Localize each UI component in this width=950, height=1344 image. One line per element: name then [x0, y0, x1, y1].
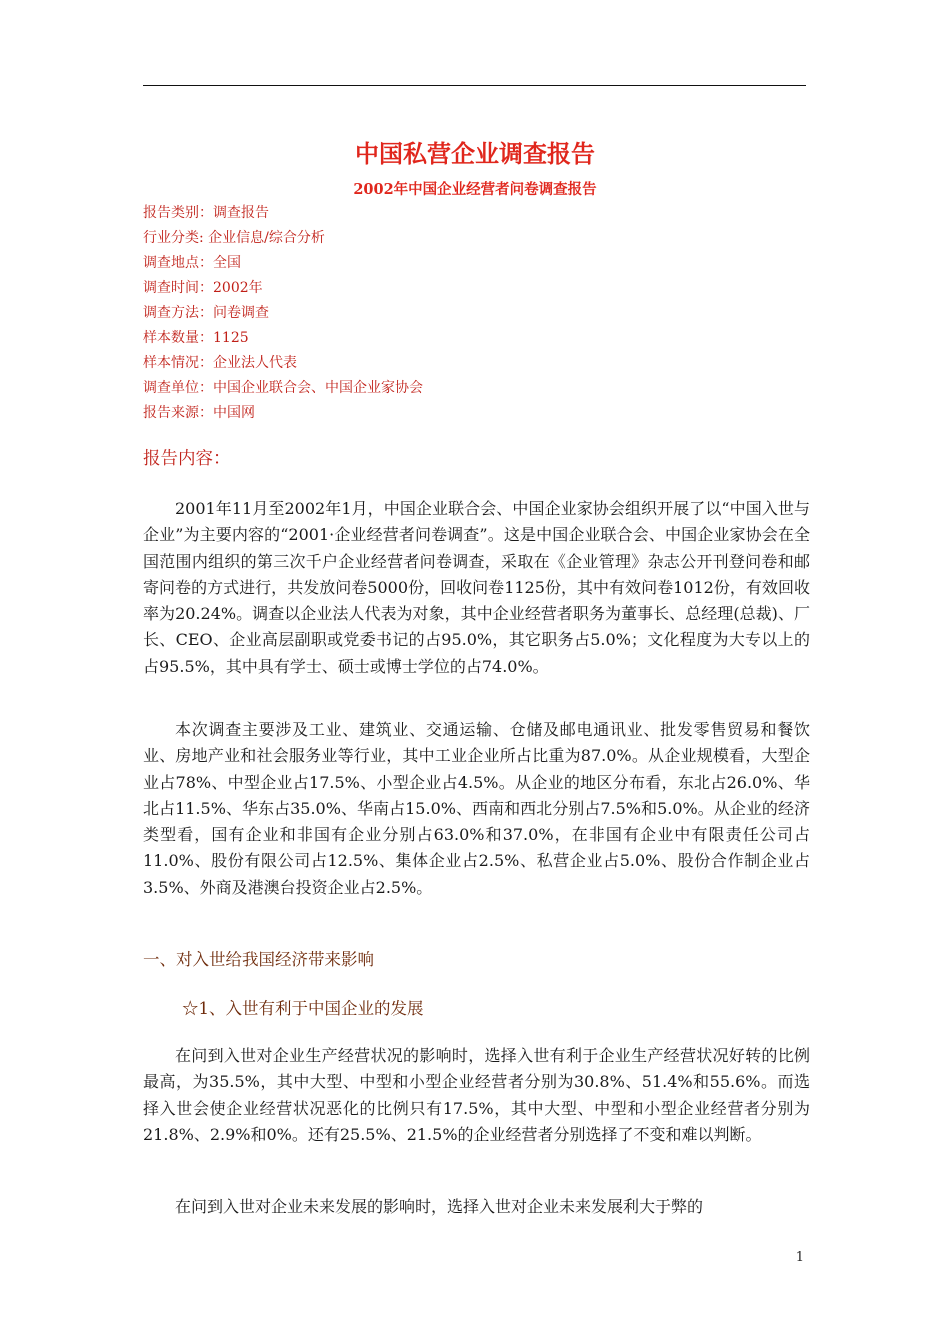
meta-sample-type: 样本情况：企业法人代表	[143, 355, 297, 371]
meta-method: 调查方法：问卷调查	[143, 305, 269, 321]
document-title: 中国私营企业调查报告	[355, 139, 595, 168]
paragraph-scope: 本次调查主要涉及工业、建筑业、交通运输、仓储及邮电通讯业、批发零售贸易和餐饮业、房地产业和社会服务业等行业，其中工业企业所占比重为87.0%。从企业规模看，大型企业占78%、中型企业占17.5%、小型企业占4.5%。从企业的地区分布看，东北占26.0%、华北占11.5%、华东占35.0%、华南占15.0%、西南和西北分别占7.5%和5.0%。从企业的经济类型看，国有企业和非国有企业分别占63.0%和37.0%，在非国有企业中有限责任公司占11.0%、股份有限公司占12.5%、集体企业占2.5%、私营企业占5.0%、股份合作制企业占3.5%、外商及港澳台投资企业占2.5%。	[143, 720, 810, 897]
paragraph-future: 在问到入世对企业未来发展的影响时，选择入世对企业未来发展利大于弊的	[175, 1197, 704, 1216]
content-label: 报告内容：	[143, 449, 231, 469]
subsection-heading: ☆1、入世有利于中国企业的发展	[182, 999, 424, 1018]
paragraph-intro: 2001年11月至2002年1月，中国企业联合会、中国企业家协会组织开展了以“中国入世与企业”为主要内容的“2001·企业经营者问卷调查”。这是中国企业联合会、中国企业家协会在全国范围内组织的第三次千户企业经营者问卷调查，采取在《企业管理》杂志公开刊登问卷和邮寄问卷的方式进行，共发放问卷5000份，回收问卷1125份，其中有效问卷1012份，有效回收率为20.24%。调查以企业法人代表为对象，其中企业经营者职务为董事长、总经理(总裁)、厂长、CEO、企业高层副职或党委书记的占95.0%，其它职务占5.0%；文化程度为大专以上的占95.5%，其中具有学士、硕士或博士学位的占74.0%。	[143, 499, 810, 676]
meta-organization: 调查单位：中国企业联合会、中国企业家协会	[143, 380, 423, 396]
meta-sample-size: 样本数量：1125	[143, 330, 249, 346]
header-rule	[143, 85, 806, 86]
meta-category: 报告类别：调查报告	[143, 205, 269, 221]
meta-industry: 行业分类: 企业信息/综合分析	[143, 230, 325, 246]
document-subtitle: 2002年中国企业经营者问卷调查报告	[353, 181, 597, 198]
meta-time: 调查时间：2002年	[143, 280, 263, 296]
page-number: 1	[795, 1250, 804, 1265]
paragraph-operations: 在问到入世对企业生产经营状况的影响时，选择入世有利于企业生产经营状况好转的比例最高，为35.5%，其中大型、中型和小型企业经营者分别为30.8%、51.4%和55.6%。而选择入世会使企业经营状况恶化的比例只有17.5%，其中大型、中型和小型企业经营者分别为21.8%、2.9%和0%。还有25.5%、21.5%的企业经营者分别选择了不变和难以判断。	[143, 1046, 810, 1144]
meta-location: 调查地点：全国	[143, 255, 241, 271]
section-heading: 一、对入世给我国经济带来影响	[143, 950, 374, 969]
meta-source: 报告来源：中国网	[143, 405, 255, 421]
report-metadata	[143, 201, 803, 426]
